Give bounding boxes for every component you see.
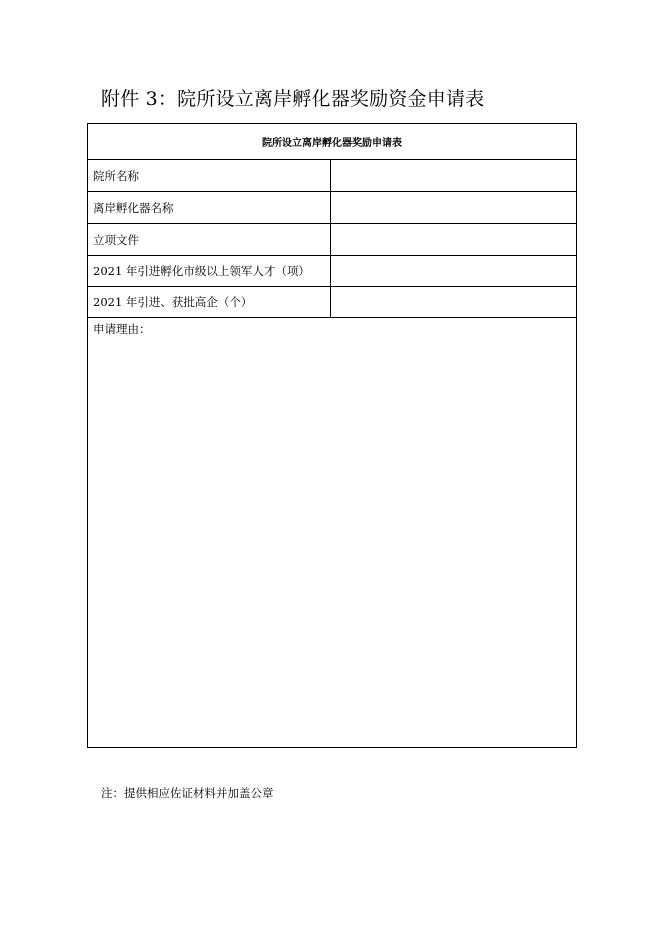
row-label: 离岸孵化器名称 xyxy=(88,192,331,223)
incubator-name-field[interactable] xyxy=(331,192,576,223)
institute-name-field[interactable] xyxy=(331,160,576,191)
row-label: 2021 年引进、获批高企（个） xyxy=(88,286,331,317)
table-row-high-tech-count xyxy=(88,286,576,318)
row-label: 2021 年引进孵化市级以上领军人才（项） xyxy=(88,255,331,286)
footnote: 注：提供相应佐证材料并加盖公章 xyxy=(101,786,274,800)
page-title: 附件 3：院所设立离岸孵化器奖励资金申请表 xyxy=(101,88,485,110)
table-row-incubator-name xyxy=(88,192,576,224)
row-label: 院所名称 xyxy=(88,160,331,191)
talent-count-field[interactable] xyxy=(331,255,576,286)
application-reason-area[interactable] xyxy=(88,318,576,747)
table-caption: 院所设立离岸孵化器奖励申请表 xyxy=(88,124,576,160)
table-row-institute-name xyxy=(88,160,576,192)
row-label: 立项文件 xyxy=(88,224,331,255)
reason-label: 申请理由： xyxy=(93,322,151,336)
approval-document-field[interactable] xyxy=(331,224,576,255)
high-tech-count-field[interactable] xyxy=(331,286,576,317)
application-form-table xyxy=(87,123,577,748)
table-row-approval-document xyxy=(88,224,576,256)
table-row-talent-count xyxy=(88,255,576,287)
